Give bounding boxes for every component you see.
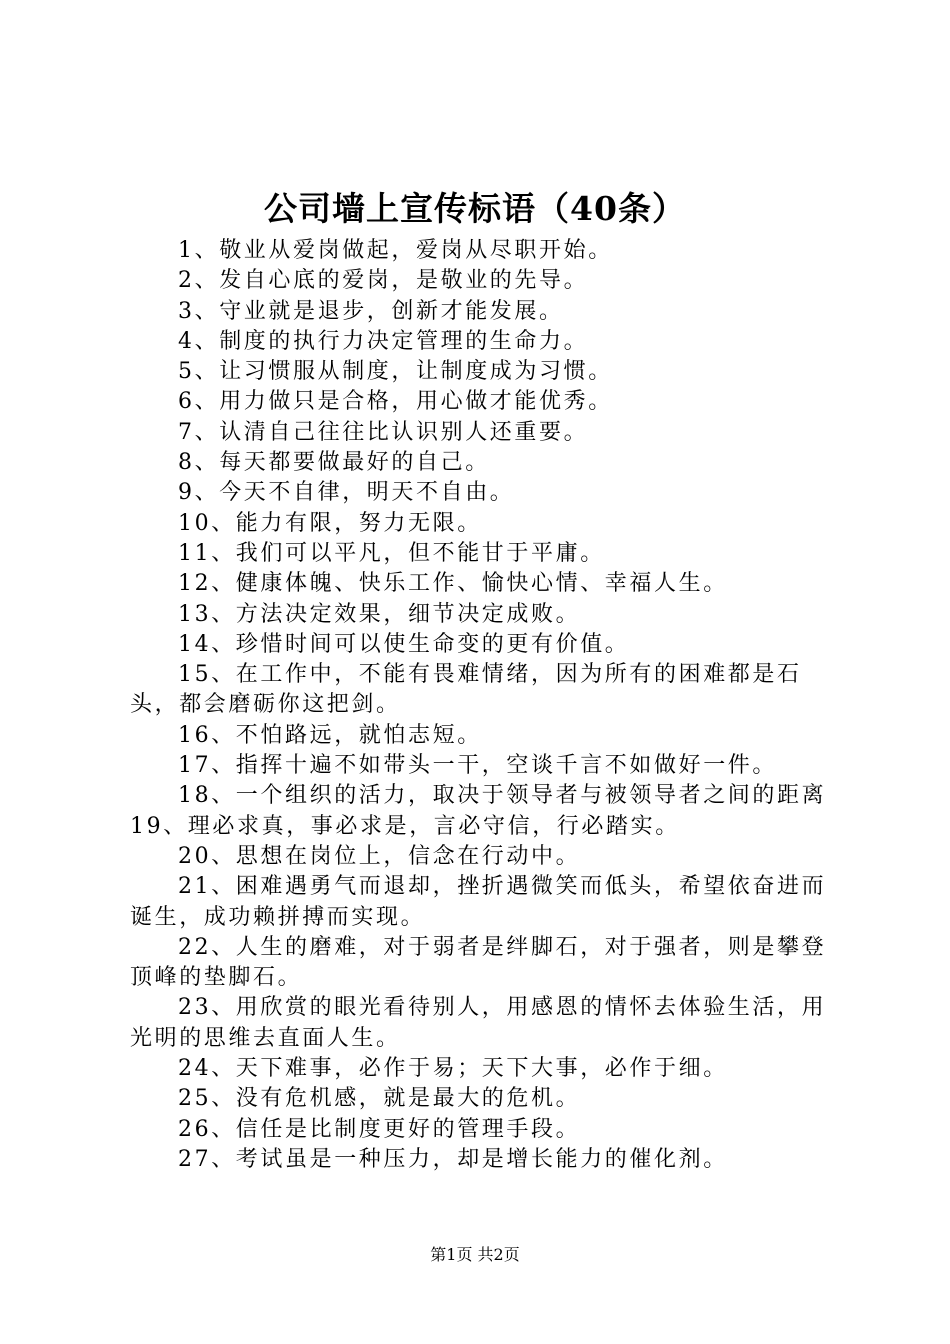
slogan-item-27: 27、考试虽是一种压力，却是增长能力的催化剂。 [178,1146,728,1172]
slogan-item-22: 22、人生的磨难，对于弱者是绊脚石，对于强者，则是攀登顶峰的垫脚石。 [130,934,827,991]
slogan-item-26: 26、信任是比制度更好的管理手段。 [178,1116,581,1142]
slogan-item-2: 2、发自心底的爱岗，是敬业的先导。 [178,268,589,294]
slogan-item-4: 4、制度的执行力决定管理的生命力。 [178,328,589,354]
slogan-item-12: 12、健康体魄、快乐工作、愉快心情、幸福人生。 [178,571,728,597]
slogan-item-17: 17、指挥十遍不如带头一干，空谈千言不如做好一件。 [178,753,777,779]
slogan-item-1: 1、敬业从爱岗做起，爱岗从尽职开始。 [178,238,613,263]
slogan-item-23: 23、用欣赏的眼光看待别人，用感恩的情怀去体验生活，用光明的思维去直面人生。 [130,995,827,1051]
slogan-list [130,236,830,1175]
slogan-item-14: 14、珍惜时间可以使生命变的更有价值。 [178,631,630,657]
slogan-item-24: 24、天下难事，必作于易；天下大事，必作于细。 [178,1056,728,1082]
slogan-item-25: 25、没有危机感，就是最大的危机。 [178,1086,581,1112]
slogan-item-10: 10、能力有限，努力无限。 [178,510,482,536]
slogan-item-8: 8、每天都要做最好的自己。 [178,450,490,476]
slogan-item-21: 21、困难遇勇气而退却，挫折遇微笑而低头，希望依奋进而诞生，成功赖拼搏而实现。 [130,874,827,930]
slogan-item-15: 15、在工作中，不能有畏难情绪，因为所有的困难都是石头，都会磨砺你这把剑。 [130,662,802,718]
slogan-item-6: 6、用力做只是合格，用心做才能优秀。 [178,389,613,415]
slogan-item-20: 20、思想在岗位上，信念在行动中。 [178,843,581,869]
slogan-item-3: 3、守业就是退步，创新才能发展。 [178,298,564,324]
slogan-item-11: 11、我们可以平凡，但不能甘于平庸。 [178,540,605,566]
document-title: 公司墙上宣传标语（40条） [264,189,686,228]
slogan-item-18: 18、一个组织的活力，取决于领导者与被领导者之间的距离19、理必求真，事必求是，言必守信，行必踏实。 [130,783,827,839]
page-footer: 第1页 共2页 [430,1245,520,1264]
slogan-item-9: 9、今天不自律，明天不自由。 [178,480,515,506]
slogan-item-16: 16、不怕路远，就怕志短。 [178,722,482,748]
slogan-item-5: 5、让习惯服从制度，让制度成为习惯。 [178,359,613,385]
slogan-item-13: 13、方法决定效果，细节决定成败。 [178,601,581,627]
slogan-item-7: 7、认清自己往往比认识别人还重要。 [178,419,589,445]
